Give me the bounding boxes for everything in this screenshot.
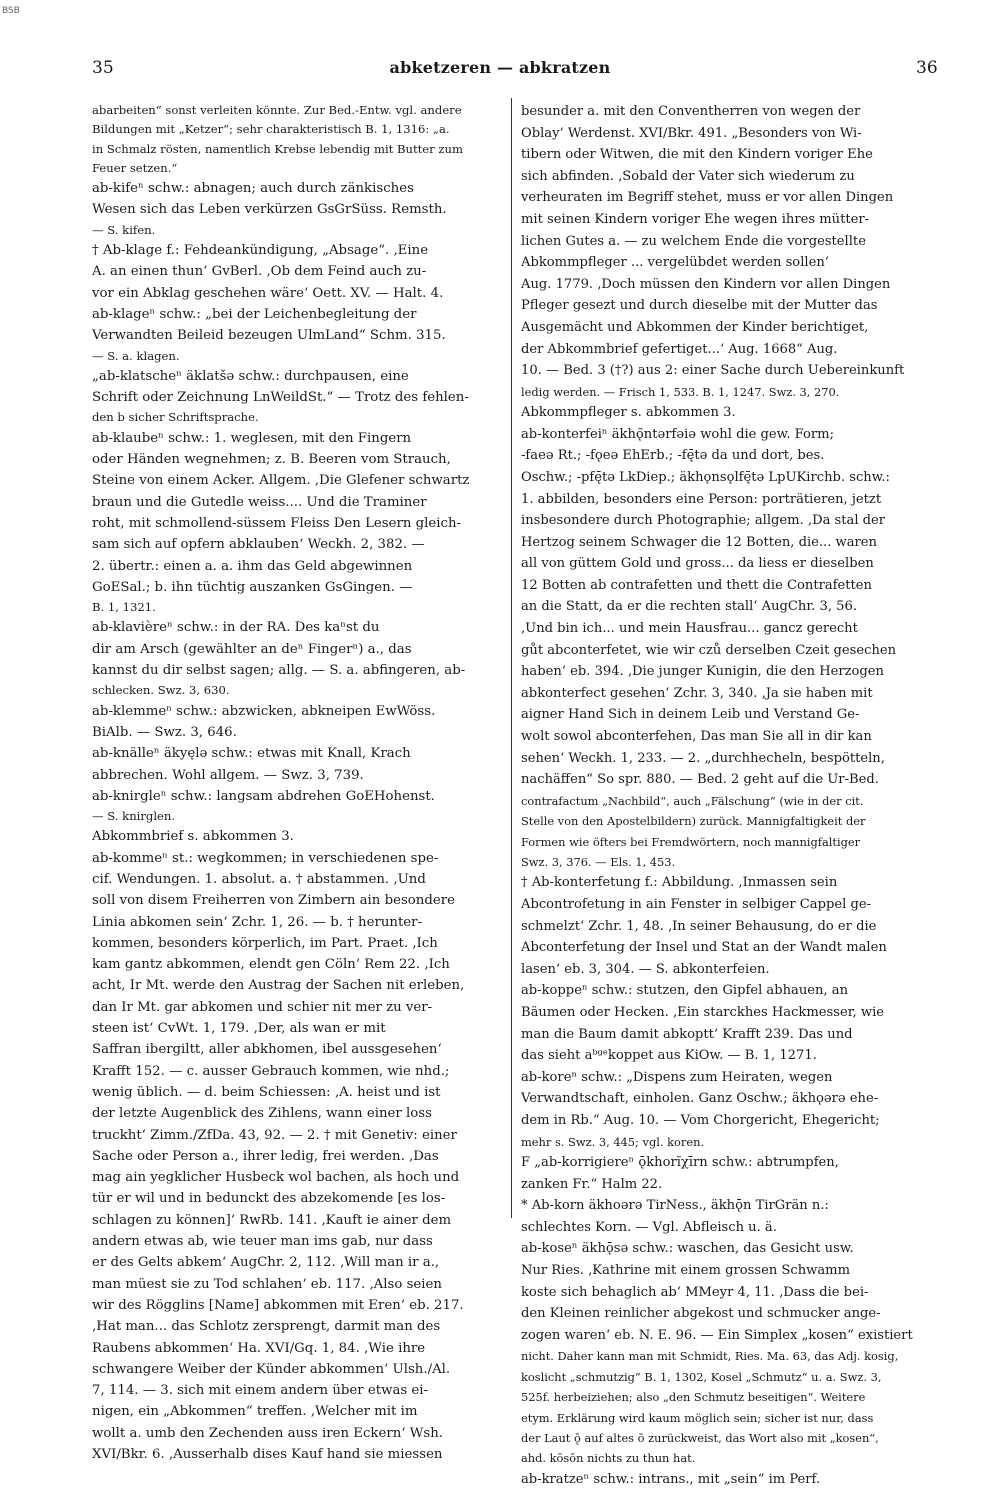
text-line: † Ab-konterfetung f.: Abbildung. ‚Inmassen sein	[521, 875, 838, 891]
text-line: nicht. Daher kann man mit Schmidt, Ries. Ma. 63, das Adj. kosig,	[521, 1349, 899, 1364]
text-line: Abconterfetung der Insel und Stat an der Wandt malen	[521, 940, 887, 956]
text-line: GoESal.; b. ihn tüchtig auszanken GsGingen. —	[92, 579, 413, 595]
text-line: † Ab-klage f.: Fehdeankündigung, „Absage“. ‚Eine	[92, 243, 429, 259]
text-line: Formen wie öfters bei Fremdwörtern, noch mannigfaltiger	[521, 834, 861, 849]
text-line: 1. abbilden, besonders eine Person: porträtieren, jetzt	[521, 491, 882, 507]
text-line: mit seinen Kindern voriger Ehe wegen ihres mütter-	[521, 211, 870, 227]
text-line: koslicht „schmutzig“ B. 1, 1302, Kosel „Schmutz“ u. a. Swz. 3,	[521, 1369, 882, 1384]
text-line: kam gantz abkommen, elendt gen Cöln‘ Rem 22. ‚Ich	[92, 957, 450, 973]
text-line: — S. kifen.	[92, 222, 156, 237]
text-line: ab-koreⁿ schw.: „Dispens zum Heiraten, wegen	[521, 1069, 833, 1085]
text-line: sam sich auf opfern abklauben‘ Weckh. 2, 382. —	[92, 537, 425, 553]
text-line: ab-konterfeiⁿ äkhǫ̃ntərfəiə wohl die gew. Form;	[521, 426, 834, 442]
text-line: tibern oder Witwen, die mit den Kindern voriger Ehe	[521, 147, 873, 163]
text-line: 7, 114. — 3. sich mit einem andern über etwas ei-	[92, 1383, 429, 1399]
text-line: etym. Erklärung wird kaum möglich sein; sicher ist nur, dass	[521, 1410, 874, 1425]
text-line: acht, Ir Mt. werde den Austrag der Sachen nit erleben,	[92, 978, 465, 994]
text-line: — S. a. klagen.	[92, 348, 180, 363]
text-line: Feuer setzen.“	[92, 160, 178, 175]
text-line: vor ein Abklag geschehen wäre‘ Oett. XV. — Halt. 4.	[92, 285, 444, 301]
text-line: 2. übertr.: einen a. a. ihm das Geld abgewinnen	[92, 558, 413, 574]
text-line: sich abfinden. ‚Sobald der Vater sich wiederum zu	[521, 168, 855, 184]
text-line: Stelle von den Apostelbildern) zurück. Mannigfaltigkeit der	[521, 814, 866, 829]
text-line: schlechtes Korn. — Vgl. Abfleisch u. ä.	[521, 1219, 777, 1235]
text-line: BiAlb. — Swz. 3, 646.	[92, 724, 237, 740]
text-line: roht, mit schmollend-süssem Fleiss Den Lesern gleich-	[92, 515, 462, 531]
text-line: truckht‘ Zimm./ZfDa. 43, 92. — 2. † mit Genetiv: einer	[92, 1127, 457, 1143]
text-line: -faeə Rt.; -fǫeə EhErb.; -fę̄tə da und dort, bes.	[521, 448, 825, 464]
text-line: wir des Rögglins [Name] abkommen mit Eren‘ eb. 217.	[92, 1297, 464, 1313]
text-line: koste sich behaglich ab‘ MMeyr 4, 11. ‚Dass die bei-	[521, 1284, 869, 1300]
text-line: lasen‘ eb. 3, 304. — S. abkonterfeien.	[521, 961, 770, 977]
text-line: contrafactum „Nachbild“, auch „Fälschung“ (wie in der cit.	[521, 793, 864, 808]
text-line: XVI/Bkr. 6. ‚Ausserhalb dises Kauf hand sie miessen	[92, 1447, 443, 1462]
text-line: Pfleger gesezt und durch dieselbe mit der Mutter das	[521, 298, 878, 314]
text-line: Nur Ries. ‚Kathrine mit einem grossen Schwamm	[521, 1262, 850, 1278]
text-line: F „ab-korrigiereⁿ ǭkhorĭχīrn schw.: abtrumpfen,	[521, 1154, 839, 1170]
text-line: — S. knirglen.	[92, 809, 176, 824]
right-column	[521, 101, 934, 1490]
text-line: ledig werden. — Frisch 1, 533. B. 1, 1247. Swz. 3, 270.	[521, 384, 840, 399]
text-line: Verwandtschaft, einholen. Ganz Oschw.; äkhǫərə ehe-	[521, 1091, 879, 1107]
text-line: ab-klageⁿ schw.: „bei der Leichenbegleitung der	[92, 306, 417, 322]
text-line: verheuraten im Begriff stehet, muss er vor allen Dingen	[521, 190, 894, 206]
text-line: B. 1, 1321.	[92, 600, 156, 615]
text-line: ‚Hat man... das Schlotz zersprengt, darmit man des	[92, 1319, 441, 1335]
text-line: Oblay‘ Werdenst. XVI/Bkr. 491. „Besonders von Wi-	[521, 125, 862, 141]
text-line: wenig üblich. — d. beim Schiessen: ‚A. heist und ist	[92, 1084, 441, 1100]
text-line: Abcontrofetung in ain Fenster in selbiger Cappel ge-	[521, 897, 872, 913]
text-line: ahd. kōsōn nichts zu thun hat.	[521, 1451, 696, 1466]
text-line: den b sicher Schriftsprache.	[92, 410, 259, 425]
text-line: nachäffen“ So spr. 880. — Bed. 2 geht auf die Ur-Bed.	[521, 772, 879, 788]
text-line: den Kleinen reinlicher abgekost und schmucker ange-	[521, 1306, 881, 1322]
text-line: Bäumen oder Hecken. ‚Ein starckhes Hackmesser, wie	[521, 1005, 885, 1020]
text-line: ab-kifeⁿ schw.: abnagen; auch durch zänkisches	[92, 181, 414, 197]
text-line: Abkommpfleger s. abkommen 3.	[521, 405, 736, 421]
text-line: ab-koseⁿ äkhǭsə schw.: waschen, das Gesicht usw.	[521, 1241, 854, 1257]
left-column	[92, 101, 502, 1465]
text-line: der Laut ǭ auf altes ō zurückweist, das Wort also mit „kosen“,	[521, 1430, 879, 1445]
text-line: der Abkommbrief gefertiget...‘ Aug. 1668“ Aug.	[521, 341, 838, 357]
text-line: Abkommpfleger ... vergelübdet werden sollen‘	[521, 255, 829, 271]
text-line: wollt a. umb den Zechenden auss iren Eckern‘ Wsh.	[92, 1425, 444, 1441]
text-line: 525f. herbeiziehen; also „den Schmutz beseitigen“. Weitere	[521, 1390, 866, 1405]
text-line: dem in Rb.“ Aug. 10. — Vom Chorgericht, Ehegericht;	[521, 1112, 880, 1128]
text-line: tür er wil und in bedunckt des abzekomende [es los-	[92, 1191, 446, 1207]
text-line: das sieht aᵇᵍᵉkoppet aus KiOw. — B. 1, 1271.	[521, 1048, 817, 1064]
page-number-left: 35	[92, 58, 114, 78]
text-line: mag ain yegklicher Husbeck wol bachen, als hoch und	[92, 1170, 460, 1186]
text-line: wolt sowol abconterfehen, Das man Sie all in dir kan	[521, 729, 872, 745]
text-line: ab-knälleⁿ äkyęlə schw.: etwas mit Knall, Krach	[92, 746, 411, 762]
text-line: Saffran ibergiltt, aller abkhomen, ibel aussgesehen‘	[92, 1042, 442, 1058]
text-line: dan Ir Mt. gar abkomen und schier nit mer zu ver-	[92, 999, 433, 1015]
text-line: ‚Und bin ich... und mein Hausfrau... gancz gerecht	[521, 621, 858, 637]
text-line: A. an einen thun‘ GvBerl. ‚Ob dem Feind auch zu-	[92, 264, 427, 280]
running-title: abketzeren — abkratzen	[389, 58, 611, 77]
text-line: zogen waren‘ eb. N. E. 96. — Ein Simplex „kosen“ existiert	[521, 1327, 913, 1343]
text-line: Bildungen mit „Ketzer“; sehr charakteristisch B. 1, 1316: „a.	[92, 122, 450, 137]
text-line: man die Baum damit abkoptt‘ Krafft 239. Das und	[521, 1026, 853, 1042]
text-line: mehr s. Swz. 3, 445; vgl. koren.	[521, 1134, 705, 1149]
text-line: steen ist‘ CvWt. 1, 179. ‚Der, als wan er mit	[92, 1021, 386, 1037]
text-line: er des Gelts abkem‘ AugChr. 2, 112. ‚Will man ir a.,	[92, 1255, 440, 1271]
text-line: „ab-klatscheⁿ äklatšə schw.: durchpausen, eine	[92, 368, 409, 384]
text-line: abarbeiten“ sonst verleiten könnte. Zur Bed.-Entw. vgl. andere	[92, 103, 462, 117]
text-line: ab-klemmeⁿ schw.: abzwicken, abkneipen EwWöss.	[92, 703, 436, 719]
text-line: ab-klavièreⁿ schw.: in der RA. Des kaⁿst du	[92, 620, 380, 636]
text-line: Raubens abkommen‘ Ha. XVI/Gq. 1, 84. ‚Wie ihre	[92, 1340, 426, 1356]
text-line: dir am Arsch (gewählter an deⁿ Fingerⁿ) a., das	[92, 641, 412, 657]
text-line: lichen Gutes a. — zu welchem Ende die vorgestellte	[521, 233, 866, 249]
text-line: nigen, ein „Abkommen“ treffen. ‚Welcher mit im	[92, 1404, 418, 1420]
text-line: man müest sie zu Tod schlahen‘ eb. 117. ‚Also seien	[92, 1276, 442, 1292]
text-line: kommen, besonders körperlich, im Part. Praet. ‚Ich	[92, 935, 438, 951]
text-line: zanken Fr.“ Halm 22.	[521, 1176, 663, 1192]
text-line: gůt abconterfetet, wie wir czů derselben Czeit gesechen	[521, 642, 897, 658]
text-line: in Schmalz rösten, namentlich Krebse lebendig mit Butter zum	[92, 141, 463, 156]
text-line: der letzte Augenblick des Zihlens, wann einer loss	[92, 1106, 432, 1122]
text-line: Krafft 152. — c. ausser Gebrauch kommen, wie nhd.;	[92, 1063, 450, 1079]
text-line: abbrechen. Wohl allgem. — Swz. 3, 739.	[92, 767, 364, 783]
text-line: * Ab-korn äkhoərə TirNess., äkhǭn TirGrän n.:	[521, 1198, 829, 1214]
text-line: Verwandten Beileid bezeugen UlmLand“ Schm. 315.	[92, 328, 446, 344]
text-line: Sache oder Person a., ihrer ledig, frei werden. ‚Das	[92, 1148, 439, 1164]
text-line: 12 Botten ab contrafetten und thett die Contrafetten	[521, 577, 872, 593]
text-line: Oschw.; -pfę̄tə LkDiep.; äkhǫnsǫlfę̄tə LpUKirchb. schw.:	[521, 469, 890, 485]
text-line: Schrift oder Zeichnung LnWeildSt.“ — Trotz des fehlen-	[92, 390, 469, 406]
text-line: ab-knirgleⁿ schw.: langsam abdrehen GoEHohenst.	[92, 788, 435, 804]
text-line: schwangere Weiber der Künder abkommen‘ Ulsh./Al.	[92, 1361, 451, 1377]
text-line: ab-kommeⁿ st.: wegkommen; in verschiedenen spe-	[92, 850, 439, 866]
text-line: insbesondere durch Photographie; allgem. ‚Da stal der	[521, 513, 886, 529]
text-line: cif. Wendungen. 1. absolut. a. † abstammen. ‚Und	[92, 871, 426, 887]
text-line: ab-koppeⁿ schw.: stutzen, den Gipfel abhauen, an	[521, 983, 849, 999]
text-line: ab-klaubeⁿ schw.: 1. weglesen, mit den Fingern	[92, 430, 412, 446]
text-line: ab-kratzeⁿ schw.: intrans., mit „sein“ im Perf.	[521, 1471, 821, 1487]
text-line: schmelzt‘ Zchr. 1, 48. ‚In seiner Behausung, do er die	[521, 918, 877, 934]
text-line: schlagen zu können]‘ RwRb. 141. ‚Kauft ie ainer dem	[92, 1212, 452, 1228]
column-divider	[511, 98, 512, 1218]
text-line: an die Statt, da er die rechten stall‘ AugChr. 3, 56.	[521, 599, 857, 615]
text-line: 10. — Bed. 3 (†?) aus 2: einer Sache durch Uebereinkunft	[521, 363, 905, 379]
text-line: Ausgemächt und Abkommen der Kinder berichtiget,	[521, 319, 869, 335]
text-line: soll von disem Freiherren von Zimbern ain besondere	[92, 893, 455, 909]
text-line: Hertzog seinem Schwager die 12 Botten, die... waren	[521, 534, 877, 550]
text-line: haben‘ eb. 394. ‚Die junger Kunigin, die den Herzogen	[521, 664, 884, 680]
text-line: sehen‘ Weckh. 1, 233. — 2. „durchhecheln, bespötteln,	[521, 750, 885, 766]
text-line: abkonterfect gesehen‘ Zchr. 3, 340. ‚Ja sie haben mit	[521, 685, 873, 701]
text-line: braun und die Gutedle weiss.... Und die Traminer	[92, 494, 427, 510]
text-line: andern etwas ab, wie teuer man ims gab, nur dass	[92, 1234, 433, 1250]
text-line: all von güttem Gold und gross... da liess er dieselben	[521, 556, 874, 572]
text-line: schlecken. Swz. 3, 630.	[92, 683, 230, 698]
text-line: oder Händen wegnehmen; z. B. Beeren vom Strauch,	[92, 452, 451, 468]
library-watermark: BSB	[2, 6, 20, 16]
text-line: Linia abkomen sein‘ Zchr. 1, 26. — b. † herunter-	[92, 914, 423, 930]
text-line: Abkommbrief s. abkommen 3.	[92, 829, 294, 845]
text-line: besunder a. mit den Conventherren von wegen der	[521, 104, 861, 119]
text-line: Wesen sich das Leben verkürzen GsGrSüss. Remsth.	[92, 202, 447, 218]
page-number-right: 36	[916, 58, 938, 78]
text-line: Aug. 1779. ‚Doch müssen den Kindern vor allen Dingen	[521, 276, 891, 292]
text-line: aigner Hand Sich in deinem Leib und Verstand Ge-	[521, 707, 860, 723]
text-line: kannst du dir selbst sagen; allg. — S. a. abfingeren, ab-	[92, 663, 466, 679]
text-line: Swz. 3, 376. — Els. 1, 453.	[521, 855, 676, 870]
text-line: Steine von einem Acker. Allgem. ‚Die Glefener schwartz	[92, 473, 470, 489]
